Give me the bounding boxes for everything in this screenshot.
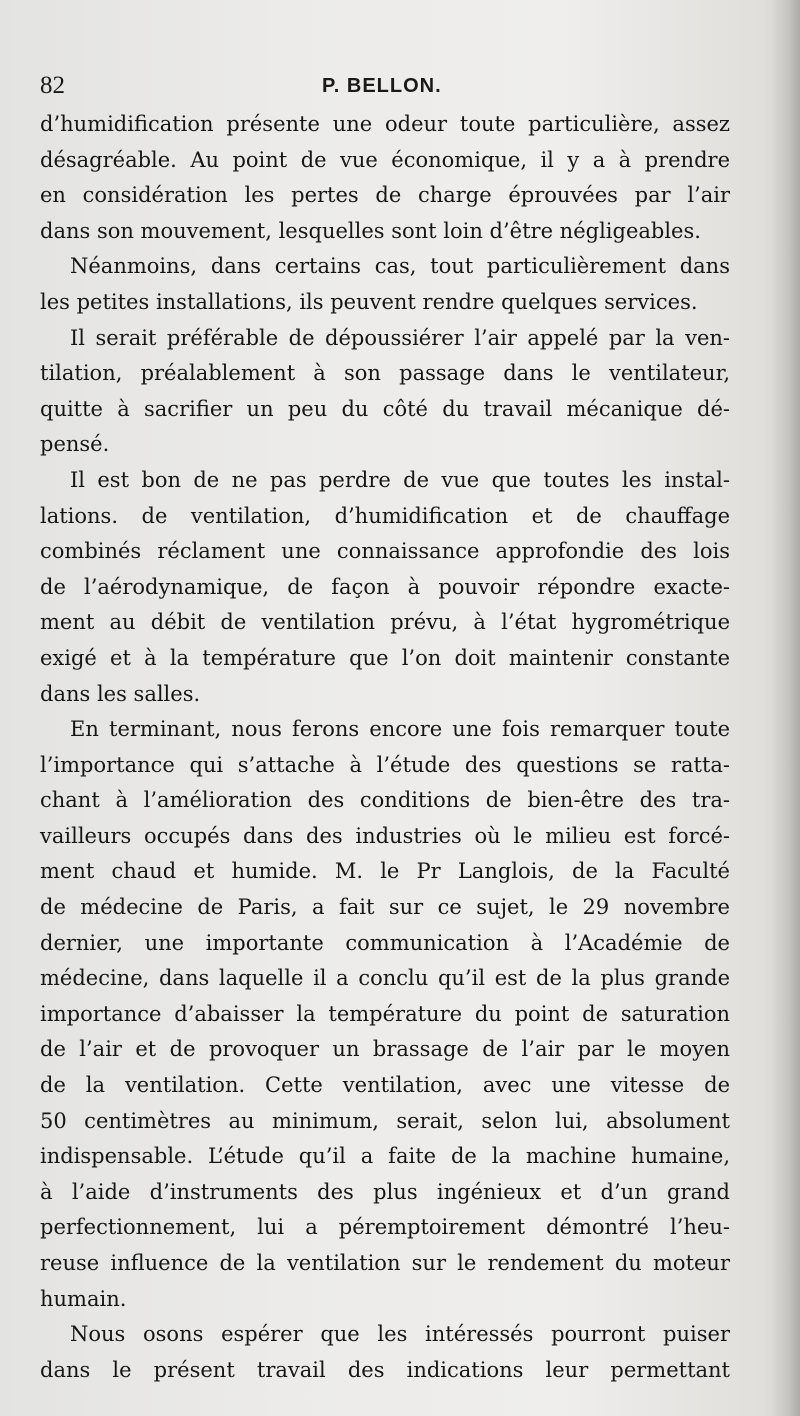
text-line: exigé et à la température que l’on doit maintenir constante <box>40 645 730 670</box>
text-line: reuse influence de la ventilation sur le rendement du moteur <box>40 1251 730 1275</box>
text-line: importance d’abaisser la température du point de saturation <box>40 1001 730 1026</box>
running-head <box>40 72 730 106</box>
paragraph-first-line: Néanmoins, dans certains cas, tout particulièrement dans <box>70 254 730 279</box>
text-line: de l’air et de provoquer un brassage de l’air par le moyen <box>40 1037 730 1062</box>
text-line: chant à l’amélioration des conditions de bien-être des tra- <box>40 788 730 813</box>
text-line: médecine, dans laquelle il a conclu qu’il est de la plus grande <box>40 966 730 991</box>
text-line: les petites installations, ils peuvent rendre quelques services. <box>40 289 698 314</box>
text-line: dans les salles. <box>40 681 201 706</box>
paragraph-first-line: Nous osons espérer que les intéressés pourront puiser <box>70 1322 730 1347</box>
text-line: tilation, préalablement à son passage dans le ventilateur, <box>40 361 730 386</box>
text-line: ment chaud et humide. M. le Pr Langlois, de la Faculté <box>40 859 730 884</box>
text-line: quitte à sacrifier un peu du côté du travail mécanique dé- <box>40 396 730 421</box>
text-line: ment au débit de ventilation prévu, à l’état hygrométrique <box>40 610 730 635</box>
text-line: indispensable. L’étude qu’il a faite de la machine humaine, <box>40 1144 730 1169</box>
text-line: vailleurs occupés dans des industries où le milieu est forcé- <box>40 823 730 848</box>
body-text <box>40 107 730 1388</box>
text-line: combinés réclament une connaissance approfondie des lois <box>40 539 730 564</box>
text-line: de la ventilation. Cette ventilation, avec une vitesse de <box>40 1073 730 1098</box>
text-line: l’importance qui s’attache à l’étude des questions se ratta- <box>40 752 730 777</box>
text-line: désagréable. Au point de vue économique, il y a à prendre <box>40 147 730 172</box>
paragraph-first-line: Il est bon de ne pas perdre de vue que toutes les instal- <box>70 467 730 492</box>
text-line: d’humidification présente une odeur toute particulière, assez <box>40 112 730 136</box>
text-line: dans le présent travail des indications leur permettant <box>40 1357 730 1382</box>
text-line: en considération les pertes de charge éprouvées par l’air <box>40 183 730 208</box>
page-number: 82 <box>40 72 65 99</box>
page-edge-shadow <box>770 0 800 1416</box>
running-title: P. BELLON. <box>322 75 442 97</box>
text-line: de l’aérodynamique, de façon à pouvoir répondre exacte- <box>40 574 730 599</box>
text-line: de médecine de Paris, a fait sur ce sujet, le 29 novembre <box>40 895 730 920</box>
text-line: perfectionnement, lui a péremptoirement démontré l’heu- <box>40 1215 730 1240</box>
text-line: dernier, une importante communication à l’Académie de <box>40 930 730 955</box>
text-line: à l’aide d’instruments des plus ingénieux et d’un grand <box>40 1179 730 1204</box>
text-line: lations. de ventilation, d’humidification et de chauffage <box>40 503 730 528</box>
text-line: pensé. <box>40 432 110 457</box>
text-line: 50 centimètres au minimum, serait, selon lui, absolument <box>40 1108 730 1133</box>
paragraph-first-line: En terminant, nous ferons encore une fois remarquer toute <box>70 717 730 742</box>
paragraph-first-line: Il serait préférable de dépoussiérer l’air appelé par la ven- <box>70 325 730 350</box>
text-line: dans son mouvement, lesquelles sont loin d’être négligeables. <box>40 218 701 243</box>
text-line: humain. <box>40 1286 127 1311</box>
